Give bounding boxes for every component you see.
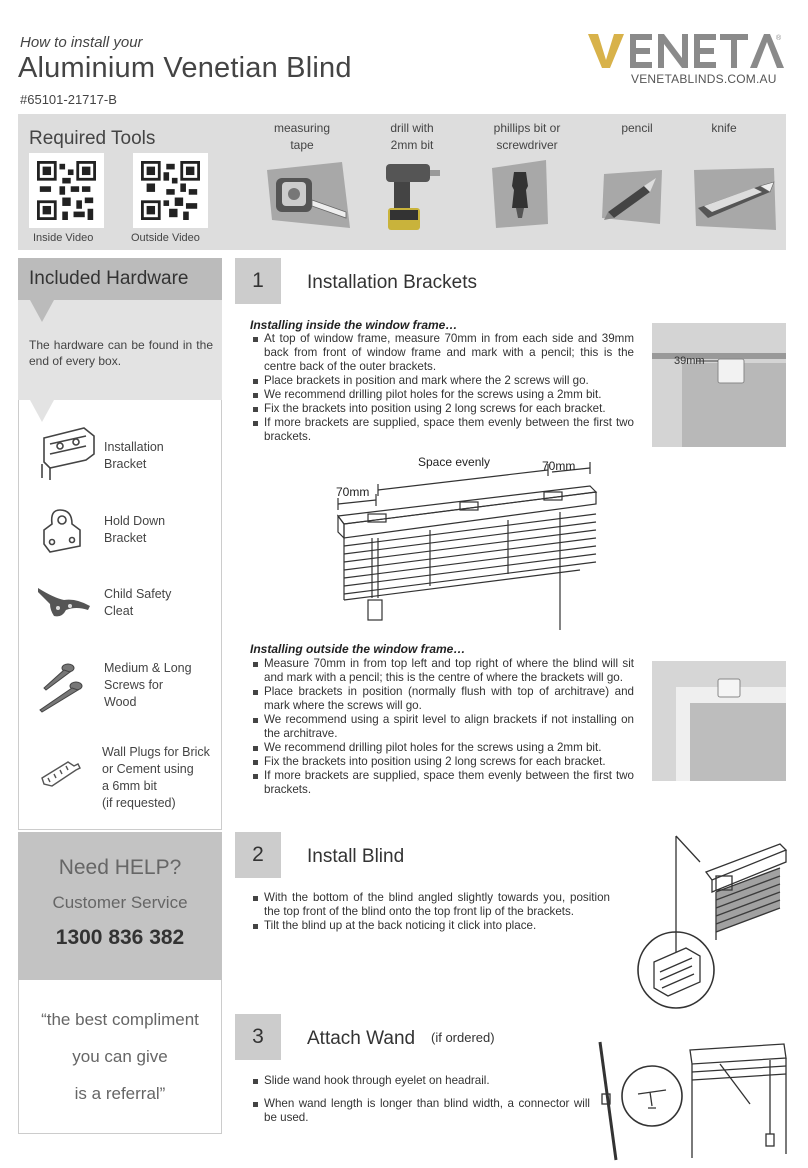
list-item: We recommend drilling pilot holes for the screws using a 2mm bit.	[250, 741, 634, 755]
step-2-number: 2	[235, 832, 281, 878]
qr-code-outside-video[interactable]	[133, 153, 208, 228]
step-3-title-note: (if ordered)	[431, 1030, 495, 1045]
step-2-title: Install Blind	[307, 846, 405, 867]
hardware-item-wall-plugs: Wall Plugs for Brick or Cement using a 6mm bit (if requested)	[102, 745, 210, 810]
phillips-bit-icon	[490, 160, 550, 230]
tool-label-measuring-tape: measuring tape	[273, 121, 331, 152]
inside-bracket-photo	[652, 323, 786, 447]
blind-bracket-diagram	[320, 450, 610, 640]
list-item: Place brackets in position and mark where the 2 screws will go.	[250, 374, 634, 388]
screws-icon	[34, 660, 84, 716]
step-3-title: Attach Wand	[307, 1028, 416, 1049]
veneta-logo	[586, 30, 786, 70]
inside-frame-title: Installing inside the window frame…	[250, 318, 458, 332]
quote-line-1: “the best compliment	[41, 1010, 199, 1029]
hardware-arrow	[30, 300, 54, 322]
outside-bracket-photo	[652, 661, 786, 781]
hardware-list-arrow	[30, 400, 54, 422]
page-title: Aluminium Venetian Blind	[18, 52, 352, 84]
step-3-number: 3	[235, 1014, 281, 1060]
product-code: #65101-21717-B	[20, 92, 117, 107]
list-item: Slide wand hook through eyelet on headrail.	[250, 1074, 590, 1088]
hardware-item-child-safety-cleat: Child Safety Cleat	[104, 587, 172, 618]
tools-arrow	[222, 118, 242, 162]
inside-photo-label: 39mm	[674, 355, 705, 367]
quote-line-3: is a referral”	[74, 1084, 166, 1103]
tool-label-drill: drill with 2mm bit	[390, 121, 434, 152]
qr-code-inside-video[interactable]	[29, 153, 104, 228]
list-item: If more brackets are supplied, space them evenly between the first two brackets.	[250, 769, 634, 797]
pencil-icon	[600, 168, 666, 228]
tools-title: Required Tools	[29, 128, 156, 149]
qr-label-inside: Inside Video	[33, 232, 94, 244]
list-item: If more brackets are supplied, space them evenly between the first two brackets.	[250, 416, 634, 444]
outside-frame-steps	[250, 657, 634, 797]
install-blind-steps	[250, 891, 610, 933]
attach-wand-steps	[250, 1074, 590, 1125]
step-1-title: Installation Brackets	[307, 272, 478, 293]
list-item: When wand length is longer than blind width, a connector will be used.	[250, 1097, 590, 1125]
quote-line-2: you can give	[72, 1047, 168, 1066]
hardware-item-installation-bracket: Installation Bracket	[104, 440, 164, 471]
attach-wand-diagram	[590, 1034, 788, 1164]
list-item: We recommend using a spirit level to align brackets if not installing on the architrave.	[250, 713, 634, 741]
list-item: Fix the brackets into position using 2 long screws for each bracket.	[250, 755, 634, 769]
brand-url: VENETABLINDS.COM.AU	[631, 72, 777, 86]
hardware-item-screws: Medium & Long Screws for Wood	[104, 661, 192, 709]
list-item: We recommend drilling pilot holes for the screws using a 2mm bit.	[250, 388, 634, 402]
list-item: At top of window frame, measure 70mm in from each side and 39mm back from front of window frame and mark with a pencil; this is the centre back of the outer brackets.	[250, 332, 634, 374]
help-subtitle: Customer Service	[52, 893, 188, 912]
qr-icon	[141, 161, 200, 220]
help-title: Need HELP?	[58, 856, 182, 879]
knife-icon	[690, 166, 778, 232]
list-item: Fix the brackets into position using 2 long screws for each bracket.	[250, 402, 634, 416]
child-safety-cleat-icon	[36, 582, 92, 622]
tool-label-pencil: pencil	[621, 121, 653, 135]
list-item: With the bottom of the blind angled slightly towards you, position the top front of the blind onto the top front lip of the brackets.	[250, 891, 610, 919]
tool-label-phillips-bit: phillips bit or screwdriver	[493, 121, 561, 152]
hardware-title: Included Hardware	[29, 268, 189, 289]
measuring-tape-icon	[262, 160, 352, 230]
list-item: Place brackets in position (normally flush with top of architrave) and mark where the screws will go.	[250, 685, 634, 713]
outside-frame-title: Installing outside the window frame…	[250, 642, 466, 656]
qr-icon	[37, 161, 96, 220]
inside-frame-steps	[250, 332, 634, 444]
tool-label-knife: knife	[711, 121, 737, 135]
help-phone-number[interactable]: 1300 836 382	[55, 926, 185, 949]
hardware-item-hold-down-bracket: Hold Down Bracket	[104, 514, 166, 545]
svg-text:®: ®	[776, 35, 782, 42]
right-70mm-label: 70mm	[542, 459, 576, 473]
left-70mm-label: 70mm	[336, 485, 370, 499]
hold-down-bracket-icon	[40, 506, 90, 556]
installation-bracket-icon	[36, 424, 98, 482]
wall-plug-icon	[38, 756, 82, 788]
space-evenly-label: Space evenly	[418, 455, 491, 469]
hardware-note: The hardware can be found in the end of every box.	[29, 338, 213, 368]
install-blind-diagram	[620, 832, 788, 1010]
header-pretitle: How to install your	[20, 34, 143, 51]
step-1-number: 1	[235, 258, 281, 304]
qr-label-outside: Outside Video	[131, 232, 200, 244]
drill-icon	[380, 158, 442, 236]
list-item: Measure 70mm in from top left and top right of where the blind will sit and mark with a pencil; this is the centre of where the brackets will go.	[250, 657, 634, 685]
list-item: Tilt the blind up at the back noticing it click into place.	[250, 919, 610, 933]
